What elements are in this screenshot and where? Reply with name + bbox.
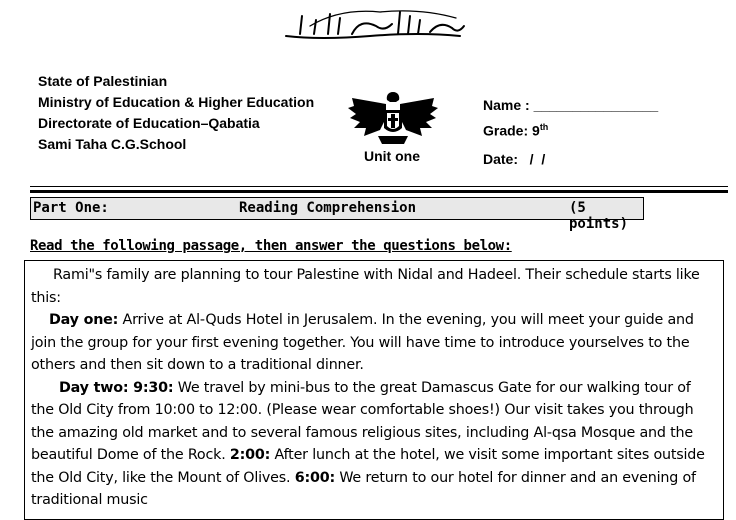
student-info — [483, 94, 658, 170]
passage-intro: Rami"s family are planning to tour Palestine with Nidal and Hadeel. Their schedule starts like this: — [31, 267, 700, 306]
time-2pm: 2:00: — [229, 447, 271, 463]
header-divider-thick — [30, 190, 728, 193]
part-title: Part One: — [33, 200, 109, 216]
day-two-text: We travel by mini-bus to the great Damascus Gate for our walking tour of the Old City from 10:00 to 12:00. (Please wear comfortable shoes!) Our visit takes you through the amazing old market and to several famous religious sites, including Al-qsa Mosque and the beautiful Dome of the Rock. — [31, 379, 694, 463]
day-one-text: Arrive at Al-Quds Hotel in Jerusalem. In the evening, you will meet your guide and join the group for your first evening together. You will have time to introduce yourselves to the others and then sit down to a traditional dinner. — [31, 312, 694, 373]
date-label: Date: / / — [483, 150, 546, 167]
school-line-directorate: Directorate of Education–Qabatia — [38, 115, 260, 131]
grade-label: Grade: 9 — [483, 122, 540, 139]
school-line-state: State of Palestinian — [38, 73, 168, 89]
grade-suffix: th — [539, 122, 549, 132]
after-6pm-text: We return to our hotel for dinner and an evening of traditional music — [31, 469, 696, 508]
part-points: (5 points) — [569, 200, 629, 232]
time-6pm: 6:00: — [294, 469, 335, 486]
school-info — [38, 71, 314, 155]
date-field — [483, 148, 658, 170]
part-heading-bar — [30, 197, 644, 232]
school-line-ministry: Ministry of Education & Higher Education — [38, 94, 315, 110]
instruction: Read the following passage, then answer the questions below: — [30, 238, 512, 254]
reading-passage — [24, 260, 724, 520]
header-divider-thin — [30, 186, 728, 187]
unit-label: Unit one — [364, 148, 420, 164]
school-line-school: Sami Taha C.G.School — [38, 136, 187, 152]
part-section: Reading Comprehension — [239, 200, 417, 216]
name-field: Name : ________________ — [483, 97, 659, 113]
basmala-calligraphy — [280, 6, 466, 44]
palestine-eagle-emblem — [344, 88, 442, 148]
day-two-label: Day two: 9:30: — [59, 379, 174, 396]
day-one-label: Day one: — [49, 312, 119, 328]
passage-day-one — [31, 309, 715, 377]
after-2pm-text: After lunch at the hotel, we visit some important sites outside the Old City, like the Mount of Olives. — [31, 447, 705, 486]
grade-field — [483, 116, 658, 142]
passage-day-two — [31, 377, 715, 512]
